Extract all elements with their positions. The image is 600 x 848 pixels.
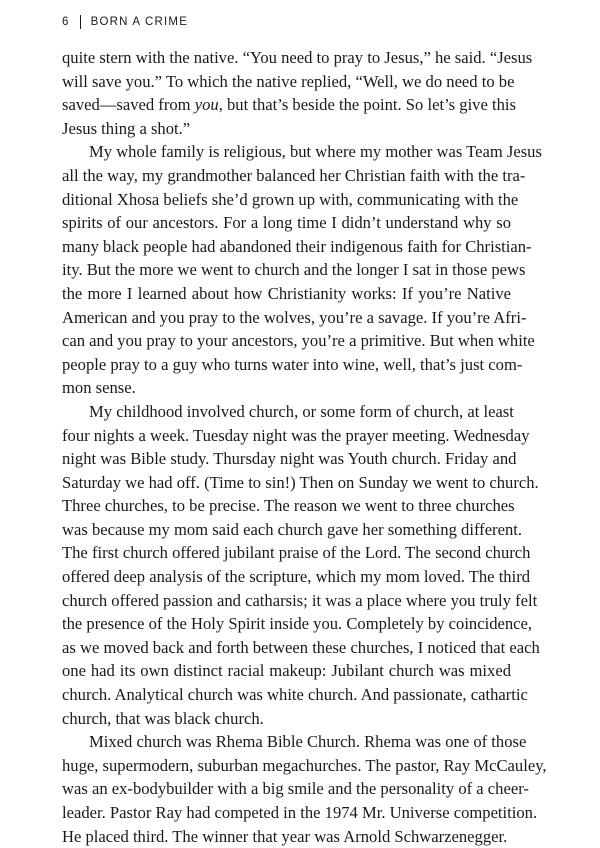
page-number: 6 — [62, 16, 70, 28]
text-line: one had its own distinct racial makeup: Jubilant church was mixed — [62, 661, 511, 681]
text-line: night was Bible study. Thursday night was Youth church. Friday and — [62, 449, 517, 469]
book-title: BORN A CRIME — [90, 16, 189, 28]
text-line: Three churches, to be precise. The reason we went to three churches — [62, 496, 515, 516]
running-head — [62, 13, 188, 31]
paragraph — [62, 730, 547, 848]
text-line: My whole family is religious, but where my mother was Team Jesus — [89, 142, 542, 162]
text-line: Jesus thing a shot.” — [62, 118, 191, 138]
text-line: four nights a week. Tuesday night was the prayer meeting. Wednesday — [62, 425, 530, 445]
text-line: church. Analytical church was white church. And passionate, cathartic — [62, 685, 528, 705]
paragraph — [62, 400, 540, 730]
text-line: American and you pray to the wolves, you’re a savage. If you’re Afri- — [62, 307, 527, 327]
text-line: He placed third. The winner that year was Arnold Schwarzenegger. — [62, 826, 508, 846]
text-line: was because my mom said each church gave her something different. — [62, 519, 523, 539]
text-line: The first church offered jubilant praise of the Lord. The second church — [62, 543, 531, 563]
text-line: can and you pray to your ancestors, you’re a primitive. But when white — [62, 331, 535, 351]
header-divider — [80, 15, 81, 29]
text-line: offered deep analysis of the scripture, which my mom loved. The third — [62, 567, 531, 587]
text-line: huge, supermodern, suburban megachurches. The pastor, Ray McCauley, — [62, 755, 547, 775]
text-line: spirits of our ancestors. For a long time I didn’t understand why so — [62, 213, 511, 233]
text-line: people pray to a guy who turns water into wine, well, that’s just com- — [62, 354, 523, 374]
text-line: will save you.” To which the native replied, “Well, we do need to be — [62, 71, 515, 91]
text-line: My childhood involved church, or some form of church, at least — [89, 401, 514, 421]
text-line: church offered passion and catharsis; it was a place where you truly felt — [62, 590, 538, 610]
text-line: ity. But the more we went to church and the longer I sat in those pews — [62, 260, 526, 280]
text-segment: saved—saved from — [62, 95, 195, 115]
text-line: leader. Pastor Ray had competed in the 1974 Mr. Universe competition. — [62, 803, 538, 822]
text-line: quite stern with the native. “You need to pray to Jesus,” he said. “Jesus — [62, 48, 533, 67]
text-line: mon sense. — [62, 378, 136, 398]
italic-text: you — [194, 95, 219, 115]
paragraph — [62, 46, 533, 140]
text-line: as we moved back and forth between these churches, I noticed that each — [62, 637, 540, 657]
paragraph — [62, 140, 542, 400]
text-segment: , but that’s beside the point. So let’s give this — [218, 95, 516, 115]
text-line: Saturday we had off. (Time to sin!) Then on Sunday we went to church. — [62, 472, 539, 492]
text-line: church, that was black church. — [62, 708, 264, 728]
text-line: the presence of the Holy Spirit inside you. Completely by coincidence, — [62, 614, 533, 634]
text-line: the more I learned about how Christianity works: If you’re Native — [62, 283, 511, 303]
text-line: Mixed church was Rhema Bible Church. Rhema was one of those — [89, 732, 527, 752]
text-line: was an ex-bodybuilder with a big smile and the personality of a cheer- — [62, 779, 529, 799]
text-line: ditional Xhosa beliefs she’d grown up with, communicating with the — [62, 189, 519, 209]
text-line — [62, 93, 516, 117]
body-text — [62, 46, 547, 848]
text-line: all the way, my grandmother balanced her Christian faith with the tra- — [62, 165, 526, 185]
text-line: many black people had abandoned their indigenous faith for Christian- — [62, 236, 532, 256]
